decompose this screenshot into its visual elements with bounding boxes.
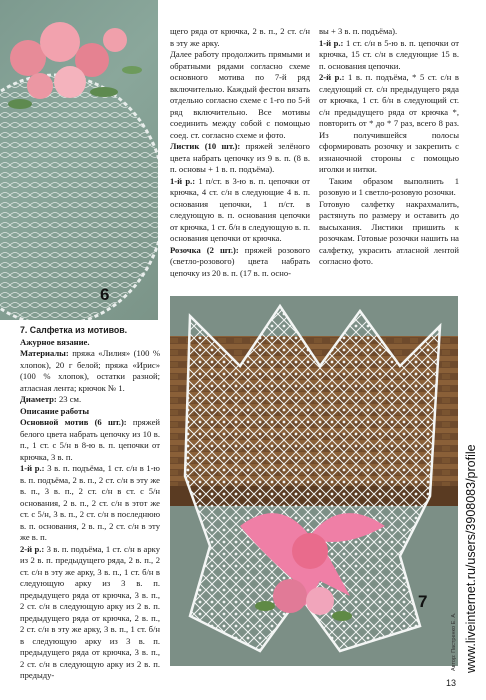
leaf-row1-label: 1-й р.:	[170, 175, 196, 186]
photo-doily-6	[0, 0, 158, 320]
work-heading: Описание работы	[20, 405, 90, 416]
motif-text: пряжей белого цвета набрать цепочку из 10 в. п., 1 ст. с 5/н в 8-ю в. п. цепочки от крючка, 3 в. п.	[20, 417, 160, 462]
rose-row2-label: 2-й р.:	[319, 72, 345, 82]
article-subtitle: Ажурное вязание.	[20, 336, 90, 347]
motif-paragraph	[20, 417, 160, 463]
row1-text: 3 в. п. подъёма, 1 ст. с/н в 1-ю в. п. подъёма, 2 в. п., 2 ст. с/н в эту же в. п., 3 в. п., 2 ст. с/н в ст. с 5/н основания, 2 в. п., 2 ст. с/н в этот же ст. с 5/н, 3 в. п., 2 ст. с/н в последнюю в. п. основания, 2 в. п., 2 ст. с/н в эту же в. п.	[20, 463, 160, 542]
row1-paragraph	[20, 463, 160, 544]
column-3	[319, 26, 459, 268]
col3-p1: вы + 3 в. п. подъёма).	[319, 26, 398, 36]
leaf-label: Листик (10 шт.):	[170, 141, 241, 151]
column-1	[20, 325, 160, 682]
col3-p3: Таким образом выполнить 1 розовую и 1 светло-розовую розочки.	[319, 175, 459, 197]
row1-label: 1-й р.:	[20, 463, 45, 473]
rose-row2-paragraph	[319, 72, 459, 176]
rose-row1-text: 1 ст. с/н в 5-ю в. п. цепочки от крючка, 15 ст. с/н в следующие 15 в. п. основания цепочки.	[319, 37, 459, 71]
leaf-text: пряжей зелёного цвета набрать цепочку из 9 в. п. (8 в. п. основы + 1 в. п. подъёма).	[170, 141, 310, 174]
row2-label: 2-й р.:	[20, 543, 45, 554]
materials-label: Материалы:	[20, 348, 69, 358]
page-number: 13	[446, 678, 457, 688]
photo-doily-7	[170, 296, 458, 666]
row2-paragraph	[20, 544, 160, 682]
diameter-text: 23 см.	[58, 394, 82, 404]
doily-photo-7-art	[170, 296, 458, 666]
column-2	[170, 26, 310, 279]
watermark-text: www.liveinternet.ru/users/3908083/profile	[464, 444, 478, 673]
leaf-row1-text: 1 п/ст. в 3-ю в. п. цепочки от крючка, 4 ст. с/н в следующие 4 в. п. основания цепочки, 1 п/ст. в следующую в. п. основания цепочки от крючка, 1 ст. б/н в следующую в. п. основания цепочки от крючка.	[170, 175, 310, 243]
rose-text: пряжей розового (светло-розового) цвета набрать цепочку из 20 в. п. (17 в. п. осно-	[170, 244, 310, 278]
watermark	[460, 355, 482, 675]
materials-text: пряжа «Лилия» (100 % хлопок), 20 г белой; пряжа «Ирис» (100 % хлопок), остатки разной; атласная лента; крючок № 1.	[20, 348, 160, 393]
col2-p1: щего ряда от крючка, 2 в. п., 2 ст. с/н в эту же арку.	[170, 26, 310, 48]
col3-p4: Готовую салфетку накрахмалить, растянуть по размеру и оставить до высыхания. Листики пришить к розочкам. Готовые розочки нашить на салфетку, украсить атласной лентой согласно фото.	[319, 198, 459, 266]
diameter-paragraph	[20, 394, 160, 406]
rose-row1-paragraph	[319, 38, 459, 73]
motif-label: Основной мотив (6 шт.):	[20, 417, 127, 427]
materials-paragraph	[20, 348, 160, 394]
rose-row1-label: 1-й р.:	[319, 37, 344, 48]
rose-label: Розочка (2 шт.):	[170, 244, 239, 255]
article-title: 7. Салфетка из мотивов.	[20, 325, 128, 335]
author-credit-text: Автор: Пастренко Е. А.	[451, 612, 457, 671]
row2-text: 3 в. п. подъёма, 1 ст. с/н в арку из 2 в. п. предыдущего ряда, 2 в. п., 2 ст. с/н в эту же арку, 3 в. п., 1 ст. б/н в следующую арку из 3 в. п. предыдущего ряда от крючка, 3 в. п., 2 ст. с/н в следующую арку из 2 в. п. предыдущего ряда от крючка, 2 в. п., 2 ст. с/н в эту же арку, 3 в. п., 1 ст. б/н в следующую арку из 3 в. п. предыдущего ряда от крючка, 3 в. п., 2 ст. с/н в следующую арку из 2 в. п. предыду-	[20, 543, 160, 680]
author-credit	[446, 600, 458, 672]
rose-row2-text: 1 в. п. подъёма, * 5 ст. с/н в следующий ст. с/н предыдущего ряда от крючка, 1 ст. б/н в следующий ст. с/н предыдущего ряда от крючка *, повторить от * до * 7 раз, всего 8 раз. Из получившейся полосы сформировать розочку и закрепить с изнаночной стороны с помощью иголки и нитки.	[319, 72, 459, 174]
diameter-label: Диаметр:	[20, 394, 57, 404]
photo-number-7: 7	[418, 592, 428, 611]
doily-photo-art	[0, 0, 158, 320]
col2-p2: Далее работу продолжить прямыми и обратными рядами согласно схеме основного мотива по 7-й ряд включительно. Каждый фестон вязать отдельно согласно схеме с 1-го по 5-й ряд включительно. Все мотивы соединить между собой с помощью соед. ст. согласно схеме и фото.	[170, 49, 310, 140]
leaf-row1-paragraph	[170, 176, 310, 245]
photo-number-6: 6	[100, 285, 110, 304]
leaf-paragraph	[170, 141, 310, 176]
rose-paragraph	[170, 245, 310, 280]
